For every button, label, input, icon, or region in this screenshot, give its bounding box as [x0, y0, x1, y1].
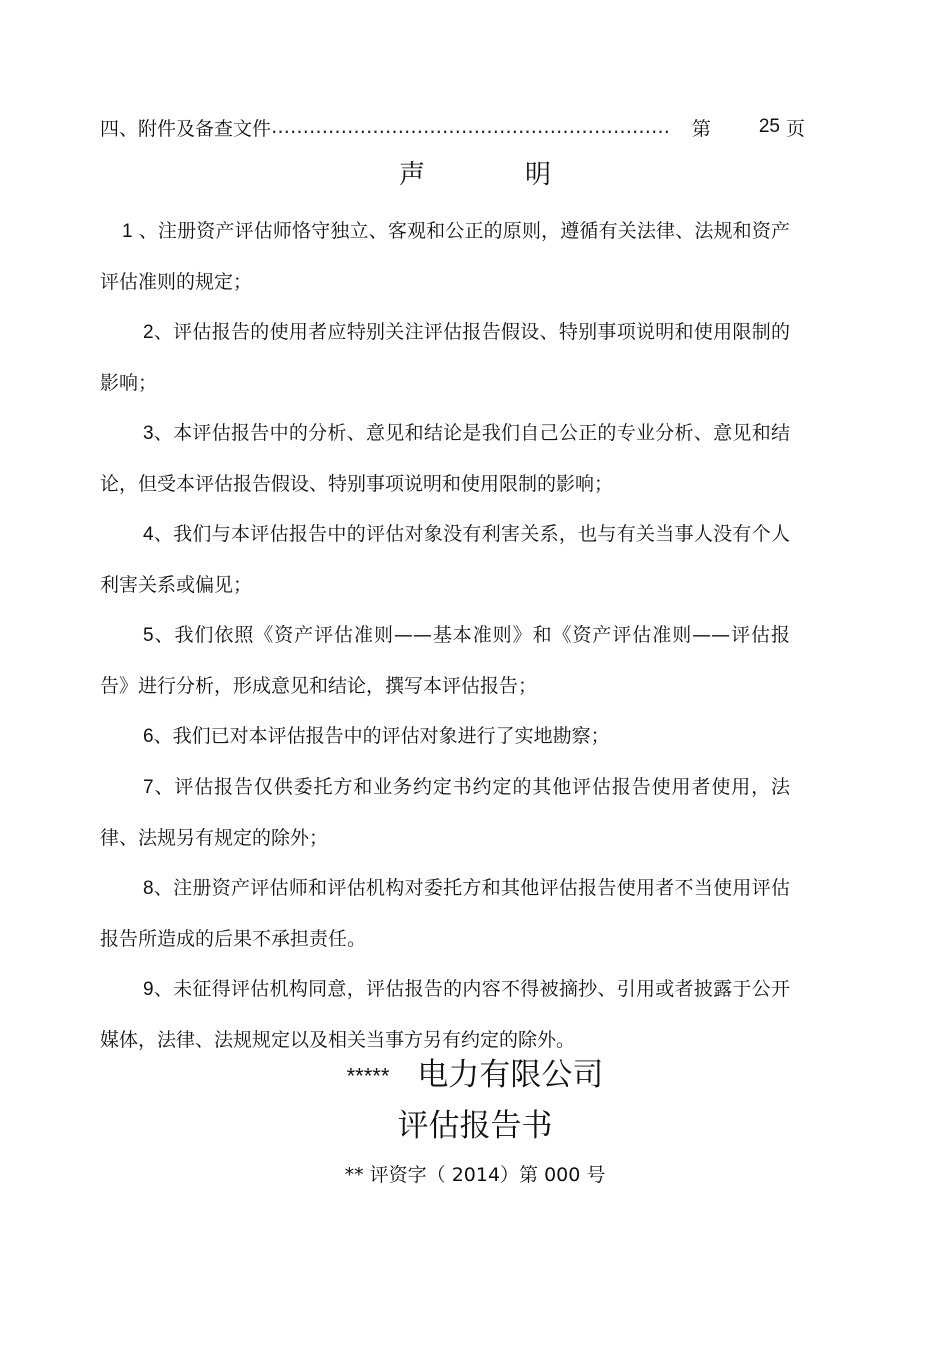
- statement-item: [100, 206, 790, 307]
- statement-item: [100, 964, 790, 1065]
- statement-text: 、注册资产评估师和评估机构对委托方和其他评估报告使用者不当使用评估报告所造成的后果不承担责任。: [100, 877, 790, 950]
- statement-item: [100, 863, 790, 964]
- statement-text: 、我们依照《资产评估准则——基本准则》和《资产评估准则——评估报告》进行分析，形成意见和结论，撰写本评估报告；: [100, 624, 790, 697]
- statement-number: 6: [143, 726, 154, 747]
- statement-number: 7: [143, 777, 154, 798]
- statement-text: 、评估报告仅供委托方和业务约定书约定的其他评估报告使用者使用，法律、法规另有规定的除外；: [100, 776, 790, 849]
- toc-entry-title: 四、附件及备查文件: [100, 117, 272, 140]
- statement-item: [100, 762, 790, 863]
- statement-number: 3: [143, 423, 154, 444]
- statement-number: 4: [143, 524, 154, 545]
- statement-number: 1: [122, 221, 133, 242]
- company-name-mask: *****: [346, 1063, 390, 1089]
- toc-page-number: 25: [758, 116, 780, 137]
- statement-item: [100, 711, 790, 762]
- toc-page-prefix: 第: [691, 117, 711, 140]
- statement-item: [100, 307, 790, 408]
- statement-text: 、我们已对本评估报告中的评估对象进行了实地勘察；: [153, 725, 610, 747]
- statement-text: 、未征得评估机构同意，评估报告的内容不得被摘抄、引用或者披露于公开媒体，法律、法规规定以及相关当事方另有约定的除外。: [100, 978, 790, 1051]
- statement-item: [100, 610, 790, 711]
- statement-heading: [0, 157, 950, 193]
- heading-char-1: 声: [398, 160, 425, 190]
- statement-item: [100, 408, 790, 509]
- statement-text: 、我们与本评估报告中的评估对象没有利害关系，也与有关当事人没有个人利害关系或偏见；: [100, 523, 790, 596]
- toc-entry: [100, 112, 805, 142]
- statement-text: 、评估报告的使用者应特别关注评估报告假设、特别事项说明和使用限制的影响；: [100, 321, 790, 394]
- statement-number: 5: [143, 625, 154, 646]
- statement-number: 8: [143, 878, 154, 899]
- heading-char-2: 明: [525, 160, 552, 190]
- statement-number: 9: [143, 979, 154, 1000]
- company-name-text: 电力有限公司: [417, 1057, 604, 1093]
- statement-list: [100, 206, 790, 1065]
- toc-leader-dots: ………………………………………………………: [271, 116, 671, 138]
- company-name: [0, 1053, 950, 1097]
- toc-page-suffix: 页: [785, 117, 805, 140]
- statement-text: 、本评估报告中的分析、意见和结论是我们自己公正的专业分析、意见和结论，但受本评估报告假设、特别事项说明和使用限制的影响；: [100, 422, 790, 495]
- report-number: ** 评资字（ 2014）第 000 号: [344, 1164, 606, 1186]
- statement-item: [100, 509, 790, 610]
- report-title: 评估报告书: [397, 1108, 553, 1144]
- statement-number: 2: [143, 322, 154, 343]
- statement-text: 、注册资产评估师恪守独立、客观和公正的原则，遵循有关法律、法规和资产评估准则的规定；: [100, 220, 790, 293]
